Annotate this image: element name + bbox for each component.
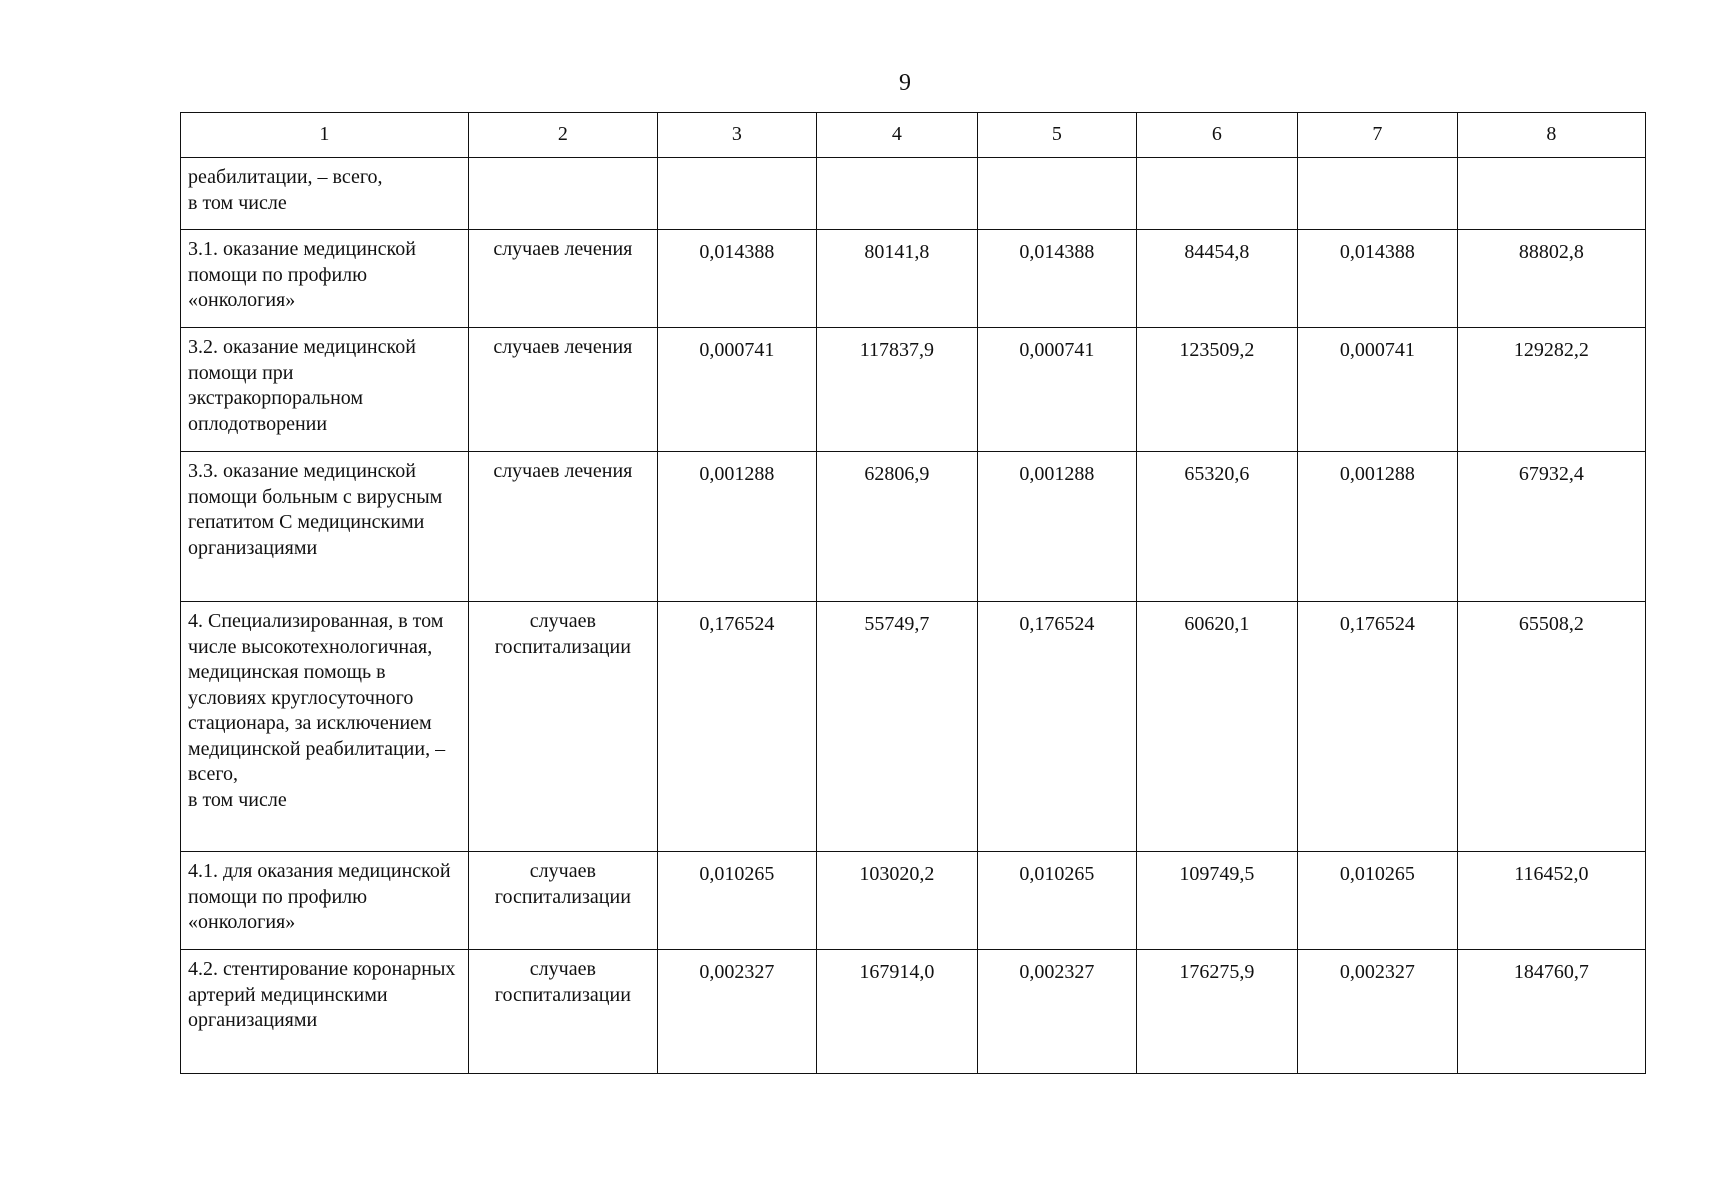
header-cell: 1 (181, 113, 469, 158)
table-row (181, 950, 1646, 1074)
table-row (181, 328, 1646, 452)
row-value-cell: 62806,9 (816, 452, 977, 602)
row-value-cell: 0,176524 (1297, 602, 1457, 852)
row-value-cell: 0,010265 (977, 852, 1136, 950)
row-unit-cell: случаев госпитализации (468, 950, 657, 1074)
row-value-cell: 0,002327 (977, 950, 1136, 1074)
row-name-cell: 4. Специализированная, в том числе высокотехнологичная, медицинская помощь в условиях круглосуточного стационара, за исключением медицинской реабилитации, – всего, в том числе (181, 602, 469, 852)
row-value-cell: 0,176524 (657, 602, 816, 852)
row-name-cell: 4.1. для оказания медицинской помощи по профилю «онкология» (181, 852, 469, 950)
row-name-cell: 3.3. оказание медицинской помощи больным с вирусным гепатитом С медицинскими организациями (181, 452, 469, 602)
row-value-cell (977, 158, 1136, 230)
row-value-cell: 167914,0 (816, 950, 977, 1074)
row-value-cell: 116452,0 (1457, 852, 1645, 950)
row-value-cell: 67932,4 (1457, 452, 1645, 602)
header-cell: 3 (657, 113, 816, 158)
table-row (181, 602, 1646, 852)
row-value-cell: 84454,8 (1136, 230, 1297, 328)
row-value-cell (816, 158, 977, 230)
header-cell: 6 (1136, 113, 1297, 158)
row-value-cell (1457, 158, 1645, 230)
row-value-cell: 176275,9 (1136, 950, 1297, 1074)
data-table (180, 112, 1646, 1074)
row-value-cell: 0,000741 (657, 328, 816, 452)
row-value-cell: 0,001288 (977, 452, 1136, 602)
row-name-cell: 3.2. оказание медицинской помощи при экстракорпоральном оплодотворении (181, 328, 469, 452)
row-unit-cell: случаев лечения (468, 328, 657, 452)
row-value-cell: 184760,7 (1457, 950, 1645, 1074)
header-cell: 2 (468, 113, 657, 158)
row-value-cell (1136, 158, 1297, 230)
row-value-cell: 88802,8 (1457, 230, 1645, 328)
row-value-cell: 0,010265 (1297, 852, 1457, 950)
table-row (181, 158, 1646, 230)
row-value-cell: 0,010265 (657, 852, 816, 950)
row-name-cell: 3.1. оказание медицинской помощи по профилю «онкология» (181, 230, 469, 328)
row-value-cell: 0,014388 (657, 230, 816, 328)
row-value-cell: 0,000741 (1297, 328, 1457, 452)
row-value-cell: 55749,7 (816, 602, 977, 852)
row-value-cell (657, 158, 816, 230)
header-cell: 5 (977, 113, 1136, 158)
table-header-row (181, 113, 1646, 158)
header-cell: 4 (816, 113, 977, 158)
header-cell: 8 (1457, 113, 1645, 158)
row-value-cell: 129282,2 (1457, 328, 1645, 452)
row-value-cell: 65508,2 (1457, 602, 1645, 852)
row-value-cell (1297, 158, 1457, 230)
row-value-cell: 0,014388 (1297, 230, 1457, 328)
page-number: 9 (899, 70, 911, 96)
row-value-cell: 0,001288 (1297, 452, 1457, 602)
row-value-cell: 0,001288 (657, 452, 816, 602)
row-name-cell: 4.2. стентирование коронарных артерий медицинскими организациями (181, 950, 469, 1074)
row-value-cell: 0,002327 (1297, 950, 1457, 1074)
row-value-cell: 103020,2 (816, 852, 977, 950)
row-value-cell: 60620,1 (1136, 602, 1297, 852)
table-row (181, 852, 1646, 950)
row-value-cell: 80141,8 (816, 230, 977, 328)
row-unit-cell: случаев лечения (468, 452, 657, 602)
row-name-cell: реабилитации, – всего, в том числе (181, 158, 469, 230)
row-value-cell: 0,000741 (977, 328, 1136, 452)
row-unit-cell: случаев госпитализации (468, 852, 657, 950)
row-value-cell: 109749,5 (1136, 852, 1297, 950)
row-unit-cell (468, 158, 657, 230)
table-row (181, 230, 1646, 328)
row-value-cell: 0,002327 (657, 950, 816, 1074)
table-row (181, 452, 1646, 602)
row-unit-cell: случаев лечения (468, 230, 657, 328)
row-value-cell: 117837,9 (816, 328, 977, 452)
table-body (181, 113, 1646, 1074)
row-unit-cell: случаев госпитализации (468, 602, 657, 852)
row-value-cell: 65320,6 (1136, 452, 1297, 602)
header-cell: 7 (1297, 113, 1457, 158)
row-value-cell: 123509,2 (1136, 328, 1297, 452)
row-value-cell: 0,014388 (977, 230, 1136, 328)
row-value-cell: 0,176524 (977, 602, 1136, 852)
